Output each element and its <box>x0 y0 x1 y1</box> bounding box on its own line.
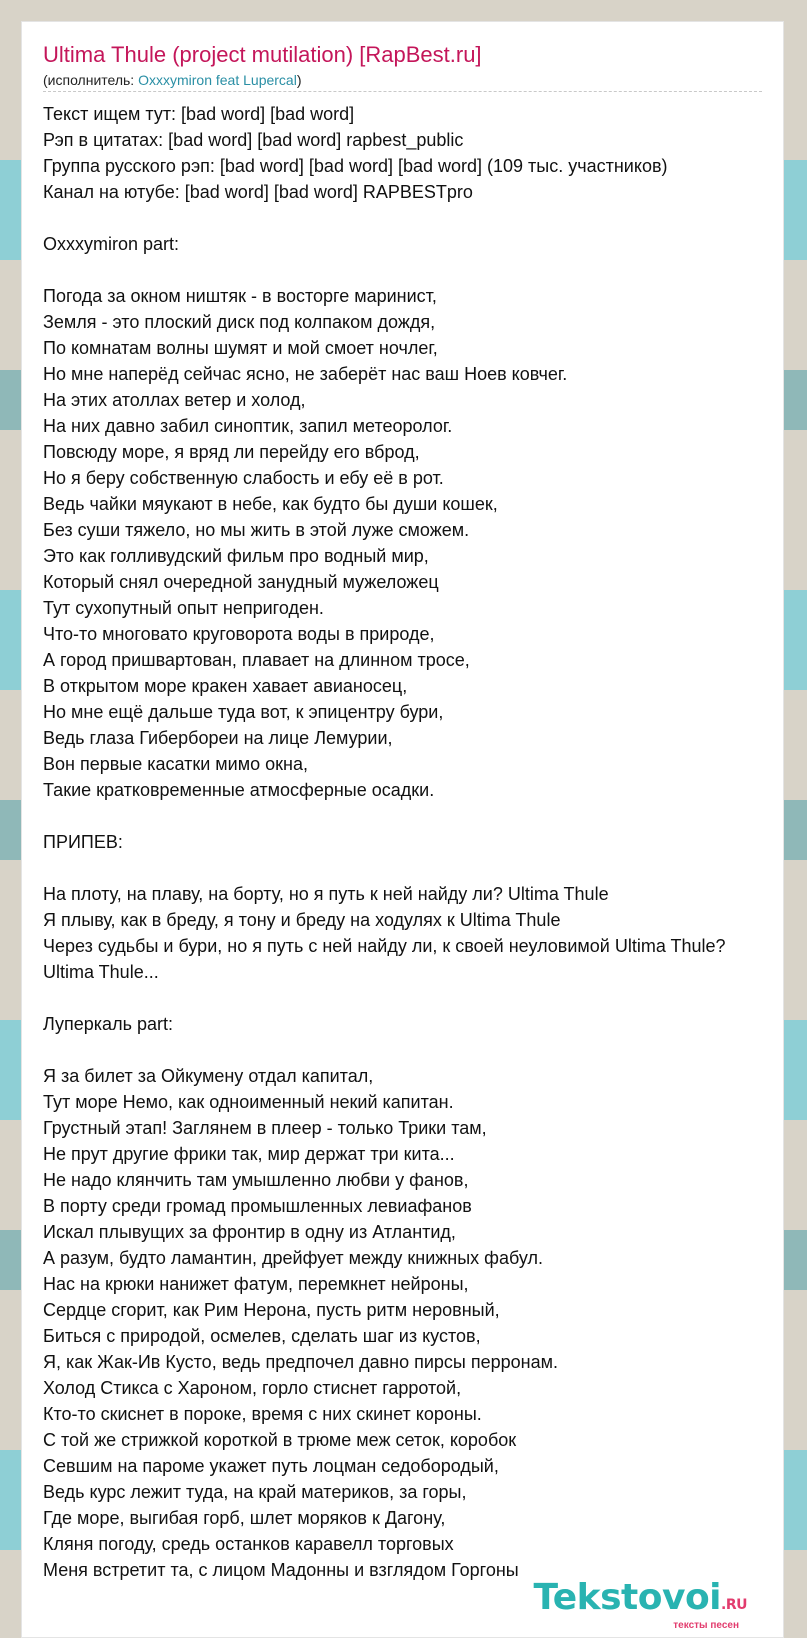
performer-suffix: ) <box>296 72 302 88</box>
logo-tagline: тексты песен <box>673 1620 739 1631</box>
lyric-line <box>43 1037 762 1063</box>
lyric-line: Но мне ещё дальше туда вот, к эпицентру бури, <box>43 702 444 722</box>
lyric-line: Сердце сгорит, как Рим Нерона, пусть ритм неровный, <box>43 1300 500 1320</box>
lyric-line: Я, как Жак-Ив Кусто, ведь предпочел давно пирсы перронам. <box>43 1352 558 1372</box>
lyric-line: Земля - это плоский диск под колпаком дождя, <box>43 312 436 332</box>
lyric-line: Грустный этап! Заглянем в плеер - только Трики там, <box>43 1118 487 1138</box>
logo-tld: .RU <box>721 1597 747 1613</box>
lyric-line: На плоту, на плаву, на борту, но я путь к ней найду ли? Ultima Thule <box>43 884 609 904</box>
lyric-line: Группа русского рэп: [bad word] [bad word] [bad word] (109 тыс. участников) <box>43 156 668 176</box>
lyric-line: Повсюду море, я вряд ли перейду его вброд, <box>43 442 420 462</box>
lyric-line: Искал плывущих за фронтир в одну из Атлантид, <box>43 1222 456 1242</box>
lyric-line: А город пришвартован, плавает на длинном тросе, <box>43 650 470 670</box>
lyric-line: Через судьбы и бури, но я путь с ней найду ли, к своей неуловимой Ultima Thule? <box>43 936 726 956</box>
lyric-line: Рэп в цитатах: [bad word] [bad word] rapbest_public <box>43 130 464 150</box>
lyric-line: Канал на ютубе: [bad word] [bad word] RAPBESTpro <box>43 182 473 202</box>
site-logo[interactable] <box>533 1579 747 1631</box>
lyric-line: Вон первые касатки мимо окна, <box>43 754 308 774</box>
lyric-line: Я за билет за Ойкумену отдал капитал, <box>43 1066 374 1086</box>
lyric-line: Ведь курс лежит туда, на край материков, за горы, <box>43 1482 467 1502</box>
lyric-line: Но я беру собственную слабость и ебу её в рот. <box>43 468 444 488</box>
lyric-line: Oxxxymiron part: <box>43 234 180 254</box>
lyric-line: Ведь чайки мяукают в небе, как будто бы души кошек, <box>43 494 498 514</box>
performer-link[interactable]: Oxxxymiron feat Lupercal <box>138 72 297 88</box>
lyric-line: С той же стрижкой короткой в трюме меж сеток, коробок <box>43 1430 517 1450</box>
lyric-line: Но мне наперёд сейчас ясно, не заберёт нас ваш Ноев ковчег. <box>43 364 568 384</box>
logo-name: Tekstovoi <box>533 1577 722 1618</box>
lyric-line <box>43 205 762 231</box>
lyric-line: Тут сухопутный опыт непригоден. <box>43 598 324 618</box>
lyric-line: Нас на крюки нанижет фатум, перемкнет нейроны, <box>43 1274 469 1294</box>
lyrics-card <box>21 21 784 1638</box>
lyric-line: Биться с природой, осмелев, сделать шаг из кустов, <box>43 1326 481 1346</box>
lyric-line: Я плыву, как в бреду, я тону и бреду на ходулях к Ultima Thule <box>43 910 561 930</box>
performer-prefix: (исполнитель: <box>43 72 139 88</box>
lyric-line: Который снял очередной занудный мужеложец <box>43 572 439 592</box>
lyric-line: ПРИПЕВ: <box>43 832 123 852</box>
lyric-line: Что-то многовато круговорота воды в природе, <box>43 624 435 644</box>
lyric-line: Холод Стикса с Хароном, горло стиснет гарротой, <box>43 1378 462 1398</box>
lyric-line: А разум, будто ламантин, дрейфует между книжных фабул. <box>43 1248 544 1268</box>
lyric-line: Где море, выгибая горб, шлет моряков к Дагону, <box>43 1508 446 1528</box>
lyric-line: Текст ищем тут: [bad word] [bad word] <box>43 104 355 124</box>
lyric-line: Погода за окном ништяк - в восторге маринист, <box>43 286 437 306</box>
lyric-line: Это как голливудский фильм про водный мир, <box>43 546 429 566</box>
page-title: Ultima Thule (project mutilation) [RapBest.ru] <box>43 42 482 67</box>
lyrics-text <box>43 101 762 1583</box>
lyric-line: Меня встретит та, с лицом Мадонны и взглядом Горгоны <box>43 1560 519 1580</box>
lyric-line: В открытом море кракен хавает авианосец, <box>43 676 408 696</box>
lyric-line: По комнатам волны шумят и мой смоет ночлег, <box>43 338 438 358</box>
lyric-line <box>43 257 762 283</box>
lyric-line: На этих атоллах ветер и холод, <box>43 390 306 410</box>
lyric-line: Не надо клянчить там умышленно любви у фанов, <box>43 1170 469 1190</box>
lyric-line: Тут море Немо, как одноименный некий капитан. <box>43 1092 454 1112</box>
lyric-line: Ultima Thule... <box>43 962 159 982</box>
lyric-line: Севшим на пароме укажет путь лоцман седобородый, <box>43 1456 499 1476</box>
lyric-line: Такие кратковременные атмосферные осадки. <box>43 780 435 800</box>
lyric-line: Кляня погоду, средь останков каравелл торговых <box>43 1534 454 1554</box>
lyric-line: Луперкаль part: <box>43 1014 173 1034</box>
lyric-line <box>43 803 762 829</box>
lyric-line <box>43 855 762 881</box>
lyric-line: Кто-то скиснет в пороке, время с них скинет короны. <box>43 1404 482 1424</box>
lyric-line: На них давно забил синоптик, запил метеоролог. <box>43 416 453 436</box>
lyric-line: В порту среди громад промышленных левиафанов <box>43 1196 472 1216</box>
lyric-line <box>43 985 762 1011</box>
lyric-line: Ведь глаза Гибербореи на лице Лемурии, <box>43 728 393 748</box>
lyric-line: Не прут другие фрики так, мир держат три кита... <box>43 1144 455 1164</box>
performer-line <box>43 71 762 92</box>
lyric-line: Без суши тяжело, но мы жить в этой луже сможем. <box>43 520 470 540</box>
